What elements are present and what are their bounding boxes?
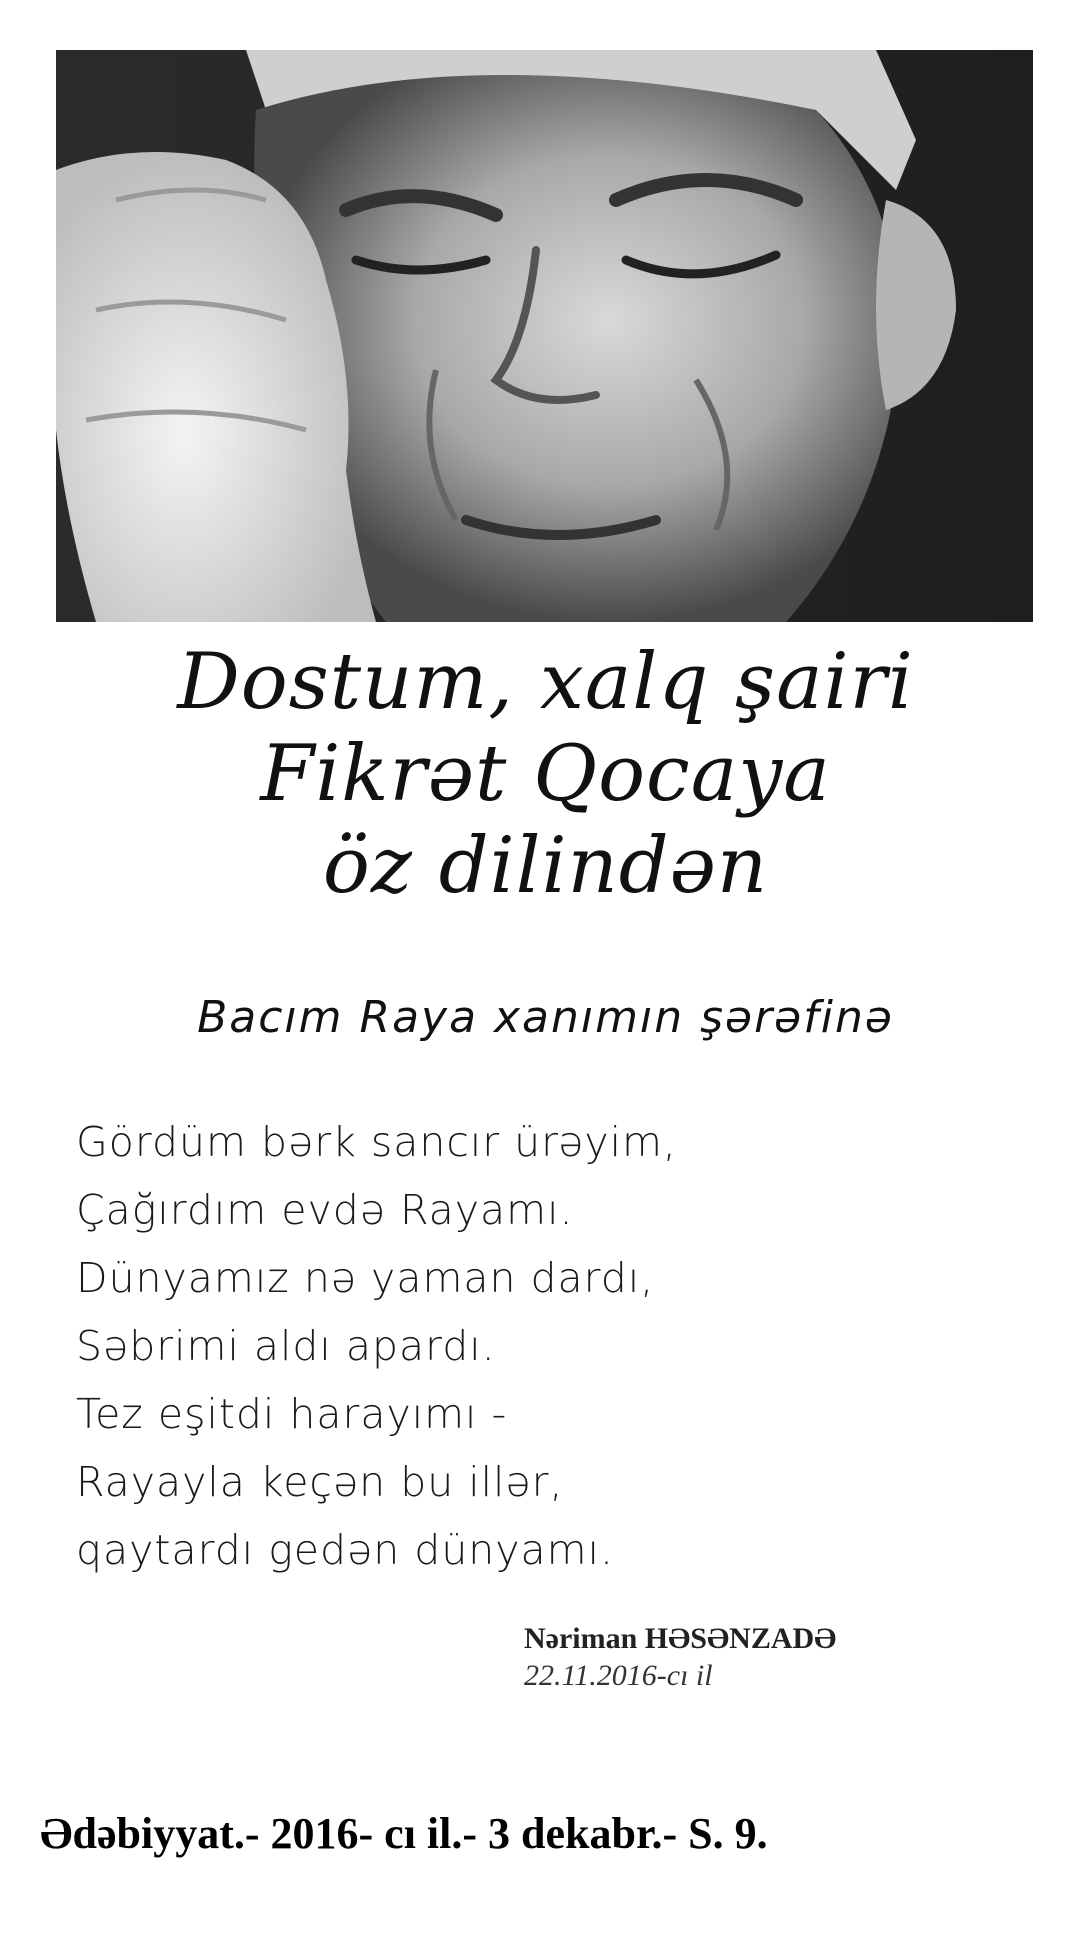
poem-line: Dünyamız nə yaman dardı, bbox=[76, 1254, 655, 1302]
dedication-subtitle: Bacım Raya xanımın şərəfinə bbox=[197, 992, 894, 1043]
source-citation: Ədəbiyyat.- 2016- cı il.- 3 dekabr.- S. 9. bbox=[40, 1809, 768, 1858]
poem-body bbox=[76, 1108, 876, 1584]
portrait-photo bbox=[56, 50, 1033, 622]
author-name: Nəriman HƏSƏNZADƏ bbox=[524, 1622, 837, 1655]
poem-line: qaytardı gedən dünyamı. bbox=[76, 1526, 615, 1574]
poem-line: Çağırdım evdə Rayamı. bbox=[76, 1186, 574, 1234]
title-line-2: Fikrət Qocaya bbox=[260, 729, 831, 819]
poem-line: Gördüm bərk sancır ürəyim, bbox=[76, 1118, 677, 1166]
poem-date: 22.11.2016-cı il bbox=[524, 1659, 713, 1692]
title-line-3: öz dilindən bbox=[322, 821, 769, 911]
poem-title bbox=[0, 636, 1091, 912]
poem-line: Rayayla keçən bu illər, bbox=[76, 1458, 564, 1506]
poem-line: Səbrimi aldı apardı. bbox=[76, 1322, 496, 1370]
poem-line: Tez eşitdi harayımı - bbox=[76, 1390, 508, 1438]
title-line-1: Dostum, xalq şairi bbox=[177, 637, 914, 727]
author-signature bbox=[524, 1620, 1024, 1694]
portrait-image bbox=[56, 50, 1033, 622]
